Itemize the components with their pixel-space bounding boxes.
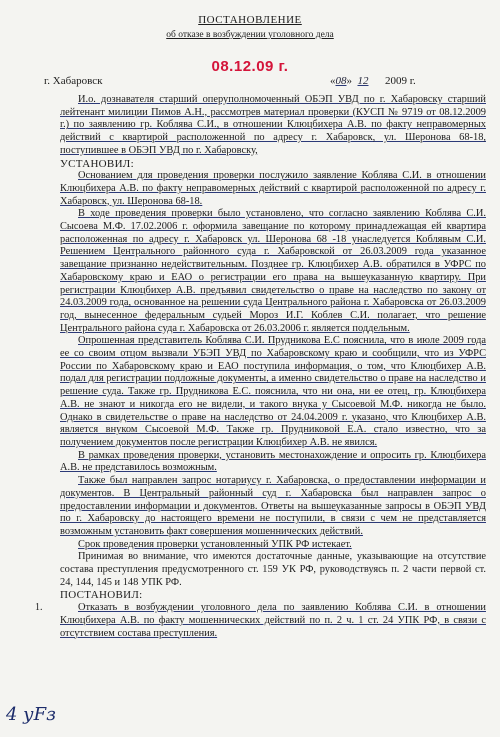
date-open-quote: « [330, 75, 336, 87]
paragraph-basis: Основанием для проведения проверки послужило заявление Коблява С.И. в отношении Клюцбихера А.В. по факту неправомерных действий с квартирой расположенной по адресу г. Хабаровск, ул. Шеронова 68-18. [60, 170, 486, 207]
document-body [35, 94, 486, 640]
decision-item: 1. Отказать в возбуждении уголовного дела по заявлению Коблява С.И. в отношении Клюцбихера А.В. по факту мошеннических действий по п. 2 ч. 1 ст. 24 УПК РФ, в связи с отсутствием состава преступления. [35, 602, 486, 639]
date-day: 08 [335, 75, 347, 87]
paragraph-requests: Также был направлен запрос нотариусу г. Хабаровска, о предоставлении информации и документов. В Центральный районный суд г. Хабаровска был направлен запрос о предоставлении информации и документов. Ответы на вышеуказанные запросы в ОБЭП УВД по г. Хабаровску до настоящего времени не поступили, в связи с чем не представляется возможным установить факт совершения мошеннических действий. [60, 475, 486, 537]
paragraph-representative-statement: Опрошенная представитель Коблява С.И. Прудникова Е.С пояснила, что в июле 2009 года ее со своим отцом вызвали УБЭП УВД по Хабаровскому краю и сообщили, что из УФРС России по Хабаровскому краю и ЕАО поступила информация, о том, что Клюцбихер А.В. подал для регистрации подложные документы, а именно свидетельство о праве на наследство и решение суда. Также гр. Прудникова Е.С. пояснила, что ни она, ни ее отец, гр. Клюцбихера А.В. не знают и никогда его не видели, и такого внука у Сысоевой М.Ф. никогда не было. Однако в свидетельстве о праве на наследство от 24.04.2009 г. указано, что Клюцбихер А.В. является внуком Сысоевой М.Ф. Также гр. Прудниковой Е.А. стало известно, что за получением документов после регистрации Клюцбихер А.В. не явился. [60, 335, 486, 448]
document-subtitle: об отказе в возбуждении уголовного дела [166, 30, 334, 40]
city-line: г. Хабаровск [44, 75, 103, 87]
paragraph-investigation: В ходе проведения проверки было установлено, что согласно заявлению Коблява С.И. Сысоева М.Ф. 17.02.2006 г. оформила завещание по которому принадлежащая ей квартира расположенная по адресу г. Хабаровск ул. Шеронова 68 -18 унаследуется Коблявым С.И. Решением Центрального районного суда г. Хабаровской от 26.03.2009 года указанное завещание признанно недействительным. Позднее гр. Клюцбихер А.В. обратился в УФРС по Хабаровскому краю и ЕАО о регистрации его права на вышеуказанную квартиру. При регистрации Клюцбихер А.В. предъявил свидетельство о праве на наследство по закону от 24.03.2009 года, основанное на решении суда Центрального района г. Хабаровска от 26.03.2009 год, вынесенное федеральным судьей Мороз И.Г. Коблев С.И. полагает, что решение Центрального района суда г. Хабаровска от 26.03.2006 г. является поддельным. [60, 208, 486, 334]
document-date [330, 75, 416, 87]
section-established-heading: УСТАНОВИЛ: [60, 157, 134, 170]
intro-paragraph: И.о. дознавателя старший оперуполномоченный ОБЭП УВД по г. Хабаровску старший лейтенант милиции Пимов А.Н., рассмотрев материал проверки (КУСП № 9719 от 08.12.2009 г.) по заявлению гр. Коблява С.И., в отношении Клюцбихера А.В. по факту неправомерных действий с квартирой расположенной по адресу г. Хабаровск, ул. Шеронова 68-18, поступившее в ОБЭП УВД по г. Хабаровску, [60, 94, 486, 156]
date-month: 12 [357, 75, 369, 87]
paragraph-location-unknown: В рамках проведения проверки, установить местонахождение и опросить гр. Клюцбихера А.В. не представилось возможным. [60, 449, 486, 474]
handwritten-note: 4 уFз [6, 704, 56, 725]
document-title: ПОСТАНОВЛЕНИЕ [198, 14, 302, 26]
paragraph-deadline: Срок проведения проверки установленный УПК РФ истекает. [78, 538, 352, 550]
paragraph-conclusion: Принимая во внимание, что имеются достаточные данные, указывающие на отсутствие состава преступления предусмотренного ст. 159 УК РФ, руководствуясь п. 2 части первой ст. 24, 144, 145 и 148 УПК РФ. [60, 551, 486, 588]
date-year: 2009 г. [385, 75, 416, 87]
red-date-stamp: 08.12.09 г. [211, 58, 289, 75]
decision-text: Отказать в возбуждении уголовного дела по заявлению Коблява С.И. в отношении Клюцбихера А.В. по факту мошеннических действий по п. 2 ч. 1 ст. 24 УПК РФ, в связи с отсутствием состава преступления. [60, 602, 486, 639]
section-decided-heading: ПОСТАНОВИЛ: [60, 589, 143, 602]
date-close-quote: » [346, 75, 355, 87]
